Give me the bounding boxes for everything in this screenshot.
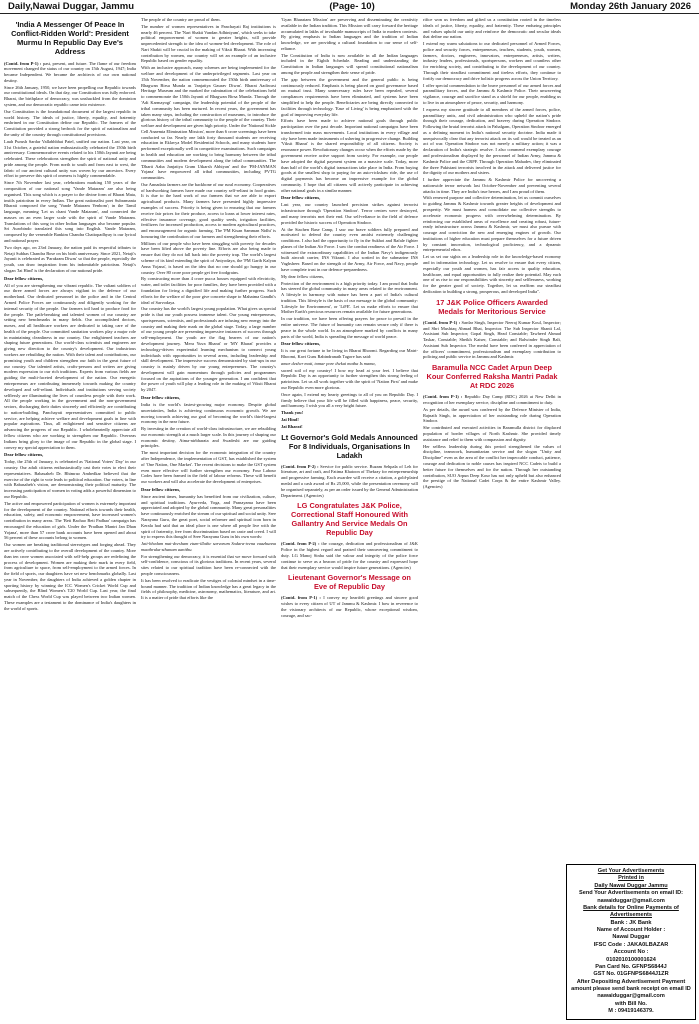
signoff: Thank you! (281, 410, 304, 416)
column-1 (4, 17, 136, 1022)
article-text: Since 7th November last year, celebrations marking 150 years of the composition of our national song 'Vande Mataram' are also being organised. This song which is a prayer to the divine form of Bharat Mata, instils patriotism in every Indian. The great nationalist poet Subramania Bharati composed the song 'Vande Mataram Yenbom'; in the Tamil language, meaning 'Let us chant Vande Mataram', and connected the masses on an even larger scale with the spirit of Vande Mataram. Translations of this song in other Indian languages also became popular. Sri Aurobindo translated this song into English. Vande Mataram, composed by the venerable Bankim Chandra Chattopadhyay is our lyrical and national prayer. (4, 180, 136, 243)
subhead: Dear fellow citizens, (281, 195, 321, 201)
article-text: Protection of the environment is a high priority today. I am proud that India has steered the global community in many areas related to the environment. A lifestyle in harmony with nature has been a part of India's cultural tradition. This lifestyle is the basis of our message to the global community: 'Lifestyle for Environment', or 'LiFE'. Let us make efforts to ensure that Mother Earth's precious resources remain available for future generations. (281, 280, 418, 315)
article-text: The gap between the government and the general public is being continuously reduced. Emphasis is being placed on good governance based on mutual trust. Many unnecessary rules have been repealed, several compliances requirements have been eliminated, and systems have been simplified to help the people. Beneficiaries are being directly connected to facilities through technology. 'Ease of Living' is being emphasized with the goal of improving everyday life. (281, 76, 418, 117)
article-text: Our women are breaking traditional stereotypes and forging ahead. They are actively contributing to the overall development of the country. More than ten crore women associated with self-help groups are redefining the process of development. Women are making their mark in every field, from agriculture to space, from self-employment to the armed forces. In the field of sports, our daughters have set new benchmarks globally. Last year in November, the daughters of India achieved a golden chapter in sporting history by winning the ICC Women's Cricket World Cup and subsequently, the Blind Women's T20 World Cup. Last year, the final match of the Chess World Cup was played between two Indian women. These examples are a testament to the dominance of India's daughters in the world of sports. (4, 542, 136, 611)
page-header (0, 0, 699, 14)
article-text: Her selfless leadership during this period strengthened the values of discipline, teamwork, humanitarian service and the slogan "Unity and Discipline" even as the area of the conflict her impeccable conduct, patience, courage and dedication to noble causes has inspired NCC Cadets to build a better future for themselves and for the nation. Through her outstanding contribution, SUO Arpun Deep Kour has not only upheld but also enhanced the prestige of the National Cadet Corps & the entire Kashmir Valley. (Agencies) (423, 443, 561, 490)
article-text: (Contd. from P-2) : Service for public service. Buzam Sehpala of Leh for literature, art and craft, and Fatima Khatoon of Thekray for entrepreneurship and progressive farming. Each awardee will receive a citation, a gold-plated medal and a cash award of Rs 25,000, while the presentation ceremony will be organised separately, as per an order issued by the General Administration Department. (Agencies) (281, 463, 418, 498)
subhead: Dear fellow citizens, (4, 452, 44, 458)
article-text: Since 26th January, 1950, we have been propelling our Republic towards our constitutional ideals. On that day, our Constitution was fully enforced. Bharat, the birthplace of democracy, was unshackled from the dominion system, and our democratic republic came into existence. (4, 84, 136, 108)
article-text: (Contd. from P-2) : the courage, dedication and professionalism of J&K Police in the highest regard and praised their unwavering commitment to duty. LG Manoj Sinha said the valour and integrity of the police force continue to serve as a beacon of pride for the country and expressed hope that their exemplary service would inspire future generations. (Agencies) (281, 541, 418, 570)
headline: Baramulla NCC Cadet Arpun Deep Kour Conferred Raksha Mantri Padak At RDC 2026 (426, 363, 558, 391)
headline: LG Congratulates J&K Police, Correctional Staff Honoured With Gallantry And Service Medals On Republic Day (291, 501, 408, 538)
article-text: The number of women representatives in Panchayati Raj institutions is nearly 46 percent. The 'Nari Shakti Vandan Adhiniyam', which seeks to take political empowerment of women to greater heights, will provide unprecedented strength to the idea of women-led development. The role of Nari Shakti will be crucial in the making of Viksit Bharat. With increasing contribution by women, our country will set an example of an inclusive Republic based on gender equality. (141, 23, 276, 64)
article-text: I extend my warm salutations to our dedicated personnel of Armed Forces, police and security forces, entrepreneurs, teachers, students, youth, women, farmers, doctors, engineers, innovators, entrepreneurs, artists, writers, industry leaders, professionals, sportspersons, workers and countless other for enriching society, and contributing to the development of our country. Through their steadfast commitment and tireless efforts, they continue to fortify our democracy and drive holistic progress across the Union Territory. (423, 41, 561, 81)
article-text: I offer special commendation to the brave personnel of our armed forces and paramilitary forces, and the Jammu & Kashmir Police. Their unwavering vigilance, courage and sacrifice stand as a shield for our people, enabling us to live in an atmosphere of peace, security, and harmony. (423, 82, 561, 105)
signoff: Jai Bharat! (281, 423, 303, 429)
article-text: (Contd. from P-1) : I convey my heartfelt greetings and sincere good wishes to every citizen of UT of Jammu & Kashmir. I bow in reverence to the visionary architects of our Republic, whose exceptional wisdom, courage, and sac- (281, 595, 418, 618)
article-text: Our country has the world's largest young population. What gives us special pride is that our youth possess immense talent. Our young entrepreneurs, sportspersons, scientists, and professionals are infusing new energy into the country and making their mark on the global stage. Today, a large number of our young people are presenting impressive instances of success through self-employment. Our youth are the flag bearers of our nation's development journey. 'Mera Yuva Bharat' or 'MY Bharat' provides a technology-driven experiential learning mechanism to connect young individuals with opportunities in several areas, including leadership and skill development. The impressive success demonstrated by start-ups in our country is mainly driven by our young entrepreneurs. The country's development will gain momentum through policies and programmes focused on the aspirations of the younger generation. I am confident that the power of youth will play a leading role in the making of Viksit Bharat by 2047. (141, 306, 276, 393)
column-3 (281, 17, 418, 1022)
article-text: By investing in the creation of world-class infrastructure, we are rebuilding our economic strength at a much larger scale. In this journey of shaping our economic destiny, Atma-nirbharata and Swadeshi are our guiding principles. (141, 426, 276, 449)
article-text: By constructing more than 4 crore pucca houses equipped with electricity, water, and toilet facilities for poor families, they have been provided with a foundation for living a dignified life and making further progress. Such efforts for the welfare of the poor give concrete shape to Mahatma Gandhi's ideal of Sarvodaya. (141, 276, 276, 305)
article-text: (Contd. from P-1) : Sardar Singh, Inspector Neeraj Kumar Koul, Inspector; and Shri Mushtaq Ahmad Bhat, Inspector. The Sub Inspector Shanti Lal, Assistant Sub Inspector; Gopal Singh, Head Constable; Tawheed Ahmad Taskar, Constable; Sheikh Kaiser, Constable; and Balwinder Singh Bali, Assistant Sub Inspector. The medal have been conferred in appreciation of the officers' commitment, professionalism and exemplary contribution to policing and public service in Jammu and Kashmir. (423, 319, 561, 360)
subhead: Dear fellow citizens, (141, 486, 181, 492)
article-text: As per details, the award was conferred by the Defence Minister of India, Rajnath Singh, in appreciation of her outstanding role during Operation Sindoor. (423, 406, 561, 424)
column-4 (423, 17, 561, 1022)
article-text: It has been resolved to eradicate the vestiges of colonial mindset in a time-bound manner. The tradition of Indian knowledge has a great legacy in the fields of philosophy, medicine, astronomy, mathematics, literature, and art. It is a matter of pride that efforts like the (141, 577, 276, 601)
article-text: rifice won us freedom and gifted us a constitution rooted in the timeless ideals of justice, liberty, equality, and fraternity. These enduring principles and values uphold our unity and reinforce the democratic and secular ideals that define our nation. (423, 17, 561, 40)
subhead: Dear fellow citizens, (4, 275, 44, 281)
article-text: With an inclusive approach, many schemes are being implemented for the welfare and development of the underprivileged segments. Last year on 15th November, the nation commemorated the 150th birth anniversary of Bhagwan Birsa Munda as 'Janjatiya Gaurav Diwas'. Bharat Aadiwasi Heritage Museum and the marked the culmination of the celebrations held to commemorate the 150th Jayanti of Bhagwan Birsa Munda. Through the 'Adi Karmayogi' campaign, the leadership potential of the people of the tribal community has been nurtured. In recent years, the government has taken many steps, including the construction of museums, to introduce the glorious history of the tribal community to the people of the country. Their welfare and development are given high priority. Under the 'National Sickle Cell Anaemia Elimination Mission', more than 6 crore screenings have been conducted so far. Nearly one lakh forty thousand students are receiving education in Eklavya Model Residential Schools, and many students have performed exceptionally well in competitive examinations. Such campaigns in health and education are working to bring harmony between the tribal communities and modern development along the tribal communities. The 'Dharti Aaba Janjatiya Gram Utkarsh Abhiyan' and the 'PM-JANMAN Yojana' have empowered all tribal communities, including PVTG communities. (141, 65, 276, 181)
page-number: (Page- 10) (329, 1, 375, 12)
masthead: Daily,Nawai Duggar, Jammu (8, 1, 135, 12)
headline: Lt Governor's Gold Medals Announced For 8 Individuals, Organisations In Ladakh (281, 432, 418, 460)
article-text: All of you are strengthening our vibrant republic. The valiant soldiers of our three armed forces are always vigilant in the defence of our motherland. Our dedicated personnel in the police and in the Central Armed Police Forces are continuously and diligently working for the internal security of the people. Our farmers toil hard to produce food for the people. The path-breaking and talented women of our country are setting new benchmarks in many fields. Our accomplished doctors, nurses, and all healthcare workers are dedicated to taking care of the health of the people. Our committed sanitation workers play a major role in maintaining cleanliness in our country. Our enlightened teachers are shaping future generations. Our world-class scientists and engineers are giving new direction to the country's development. Our industrious workers are rebuilding the nation. With their talent and contributions, our promising youth and children strengthen our faith in the great future of our country. Our talented artists, crafts-persons and writers are giving modern expression to our rich traditions. Experts from various fields are guiding the multi-faceted development of the nation. Our energetic entrepreneurs are contributing immensely towards making the country developed and self-reliant. Individuals and institutions serving society selflessly are illuminating the lives of countless people with their work. All the people working in the government and the non-government sectors, discharging their duties sincerely and efficiently are contributing to nation-building. Panchayati representatives committed to public service, are helping achieve welfare and development goals in line with popular aspirations. Thus, all enlightened and sensitive citizens are advancing the progress of our Republic. I wholeheartedly appreciate all fellow citizens who are working to strengthen our Republic. Overseas Indians bring glory to the image of our Republic in the global stage. I convey my special appreciation to them. (4, 282, 136, 450)
quote: Jati-bhedam mat-dvesham etum-illathe sarvarum Sodara-tvena vaazhunna maathruka-sthanam aanithu. (141, 541, 276, 552)
signoff: Jai Hind! (281, 416, 299, 422)
article-text: It is our great fortune to be living in Bharat Bhoomi. Regarding our Matri-Bhoomi, Kavi Guru Rabindranath Tagore has said: (281, 348, 418, 360)
article-text: Lauh Purush Sardar Vallabhbhai Patel, unified our nation. Last year, on 31st October, a grateful nation enthusiastically celebrated the 150th birth anniversary. Commemorative events related to his 150th Jayanti are being celebrated. These celebrations strengthen the spirit of national unity and pride among the people. From north to south and from east to west, the fabric of our ancient cultural unity was woven by our ancestors. Every effort to preserve this spirit of oneness is highly commendable. (4, 138, 136, 179)
article-text: I further appreciate the Jammu & Kashmir Police for uncovering a nationwide terror network last October-November and preventing several attacks in time. They are India's true heroes, and I am proud of them. (423, 177, 561, 194)
article-text: For strengthening our democracy, it is essential that we move forward with self-confidence, conscious of its glorious traditions. In recent years, several sites related to our spiritual tradition have been re-connected with the people consciousness. (141, 553, 276, 577)
article-text: She contributed and executed activities in Baramulla district for displaced population of border villages of North Kashmir. She provided timely assistance and relief to them with compassion and dignity. (423, 425, 561, 442)
column-5 (566, 17, 696, 1022)
article-text: (Contd. from P-1) : Republic Day Camp (RDC) 2026 at New Delhi in recognition of her exemplary service, discipline and commitment to duty. (423, 394, 561, 406)
subhead: Dear fellow citizens, (141, 395, 181, 400)
article-text: India is the world's fastest-growing major economy. Despite global uncertainties, India is achieving continuous economic growth. We are moving towards achieving our goal of becoming the world's third-largest economy in the near future. (141, 401, 276, 425)
column-2 (141, 17, 276, 1022)
advertisement-box: Get Your Advertisements Printed in Daily Nawai Duggar Jammu Send Your Advertisements on email ID: nawaiduggar@gmail.com Bank details for Online Payments of Advertisements Bank : JK Bank Name of Account Holder : Nawai Duggar IFSC Code : JAKA0LBAZAR Account No : 0102010100001624 Pan Card No. GFNPS6844J GST No. 01GFNPS6844J1ZR After Depositing Advertisement Payment amount please send bank receipt on email ID nawaiduggar@gmail.com with Bill No. M : 09419146379. (566, 864, 696, 1020)
article-text: Two days ago, on 23rd January, the nation paid its respectful tributes to Netaji Subhas Chandra Bose on his birth anniversary. Since 2021, Netaji's Jayanti is celebrated as 'Parakram Diwas' so that the people, especially the youth, can draw inspiration from his indomitable patriotism. Netaji's slogan 'Jai Hind' is the declaration of our national pride. (4, 244, 136, 273)
date-line: Monday 26th January 2026 (570, 1, 691, 12)
article-text: Today, the 25th of January, is celebrated as 'National Voters' Day' in our country. Our adult citizens enthusiastically cast their votes to elect their representatives. Babasaheb Dr. Bhimrao Ambedkar believed that the exercise of the right to vote leads to political education. Our voters, in line with Babasaheb's vision, are demonstrating their political maturity. The increasing participation of women in voting adds a powerful dimension to our Republic. (4, 459, 136, 499)
article-text: Millions of our people who have been struggling with poverty for decades have been lifted above the poverty line. Efforts are also being made to ensure that they do not fall back into the poverty trap. The world's largest scheme of its kind extending the spirit of Antyodaya, the 'PM Garib Kalyan Anna Yojana', is based on the idea that no one should go hungry in our country. Over 80 crore poor people get free foodgrains. (141, 240, 276, 275)
article-text: The Constitution of India is now available in all the Indian languages included in the Eighth Schedule. Reading and understanding the Constitution in Indian languages will spread constitutional nationalism among the people and strengthen their sense of pride. (281, 52, 418, 76)
article-text: The active and empowered participation of women is extremely important for the development of the country. National efforts towards their health, education, safety, and economic empowerment, have increased women's contribution in many areas. The 'Beti Bachao Beti Padhao' campaign has encouraged the education of girls. Under the 'Pradhan Mantri Jan Dhan Yojana', more than 57 crore bank accounts have been opened and about 56 percent of these accounts belong to women. (4, 500, 136, 541)
quote: amar desher mati, tomar pore thekai matha Is mama, (281, 360, 376, 366)
article-text: At the Siachen Base Camp, I saw our brave soldiers fully prepared and motivated to defend the country even amidst extremely challenging conditions. I also had the opportunity to fly in the Sukhoi and Rafale fighter planes of the Indian Air Force. I saw the combat readiness of the Air Force. I witnessed the extraordinary capabilities of the Indian Navy's indigenously built aircraft carrier, INS Vikrant. I also sortied in the submarine INS Vaghsheer. Based on the strength of the Army, Air Force, and Navy, people have complete trust in our defence-preparedness. (281, 226, 418, 272)
article-text: The most important decision for the economic integration of the country after Independence, the implementation of GST, has established the system of 'One Nation, One Market'. The recent decisions to make the GST system even more effective will further strengthen our economy. Four Labour Codes have been framed in the field of labour reforms. These will benefit our workers and will also accelerate the development of enterprises. (141, 450, 276, 485)
article-text: Our Constitution is the foundational document of the largest republic in world history. The ideals of justice, liberty, equality, and fraternity enshrined in our Constitution define our Republic. The framers of the Constitution provided a strong bedrock for the spirit of nationalism and the unity of the country through constitutional provisions. (4, 108, 136, 137)
headline: 'India A Messenger Of Peace In Conflict-Ridden World': President Murmu In Republic Day Eve's Address (11, 20, 129, 57)
headline: 17 J&K Police Officers Awarded Medals for Meritorious Service (436, 297, 548, 316)
article-text: Let us set our sights on a leadership role in the knowledge-based economy and in information technology. Let us resolve to ensure that every citizen, especially our youth and women, has fair access to quality education, healthcare, and equal opportunities to fully realize their potential. May each one of us rise to our responsibilities with sincerity and selflessness, working for the greater good of society. Together, let us reaffirm our steadfast dedication to building a strong, prosperous, and developed India". (423, 254, 561, 294)
subhead: Dear fellow citizens, (281, 341, 321, 347)
article-text: Our Annadata farmers are the backbone of our rural economy. Cooperatives of hardworking farmers have made our country self-reliant in food grains. It is due to the hard work of our farmers that we are able to export agricultural products. Many farmers have presented highly impressive examples of success. Priority is being given to ensuring that our farmers receive fair prices for their produce, access to loans at lower interest rates, effective insurance coverage, good quality seeds, irrigation facilities, fertilizers for increased production, access to modern agricultural practices, and encouragement for organic farming. The 'PM Kisan Samman Nidhi' is honouring the contribution of our farmers and strengthening their efforts. (141, 181, 276, 239)
article-text: Once again, I extend my hearty greetings to all of you on Republic Day. I firmly believe that your life will be filled with happiness, peace, security, and harmony. I wish you all a very bright future. (281, 391, 418, 409)
article-text: (Contd. from P-1) : past, present, and future. The flame of our freedom movement changed the status of our country on 15th August, 1947; India became Independent. We became the architects of our own national destiny. (4, 60, 136, 83)
article-text: Efforts have been made to achieve national goals through public participation over the past decade. Important national campaigns have been transformed into mass movements. Local institutions in every village and city have been made instruments of ushering in progressive change. Building 'Viksit Bharat' is the shared responsibility of all citizens. Society is resonance power. Revolutionary changes occur when the efforts made by the government receive active support from society. For example, our people have adopted the digital payment system on a massive scale. Today, more than half of the world's digital transactions take place in India. From buying goods at the smallest shop to paying for an auto-rickshaw ride, the use of digital payments has become an impressive example for the global community. I hope that all citizens will actively participate in achieving other national goals in a similar manner. (281, 118, 418, 193)
article-text: The people of the country are proud of them. (141, 17, 221, 22)
article-text: 'Gyan Bharatam Mission' are preserving and disseminating the creativity available in the Indian tradition. This Mission will carry forward the heritage accumulated in lakhs of invaluable manuscripts of India to modern contexts. By giving emphasis to Indian languages and the tradition of Indian knowledge, we are providing a cultural foundation to our sense of self-reliance. (281, 17, 418, 51)
article-text: Last year, our country launched precision strikes against terrorist infrastructure through 'Operation Sindoor'. Terror centres were destroyed, and many terrorists met their end. Our self-reliance in the field of defence provided the historic success of Operation Sindoor. (281, 202, 418, 225)
article-text: I express my sincere gratitude to all members of the armed forces, police, paramilitary units, and civil administration who upheld the nation's pride through their courage, dedication, and bravery during Operation Sindoor. Following the brutal terrorist attack in Pahalgam, Operation Sindoor emerged as a defining moment in India's national security doctrine. India made it unequivocally clear that any terrorist attack on its soil would be treated as an act of war. Operation Sindoor was not merely a military action; it was a declaration of India's strategic resolve. I also commend exemplary courage and professionalism displayed by the personnel of Indian Army, Jammu & Kashmir Police and the CRPF. Through Operation Mahadev, they eliminated the three Pakistani terrorists involved in the attack and delivered justice for the dignity of our mothers and sisters. (423, 106, 561, 176)
article-text: In our tradition, we have been offering prayers for peace to prevail in the entire universe. The future of humanity can remain secure only if there is peace in the whole world. In an atmosphere marked by conflicts in many parts of the world, India is spreading the message of world peace. (281, 316, 418, 339)
article-text: sacred soil of my country! I bow my head at your feet. I believe that Republic Day is an opportunity to further strengthen this strong feeling of patriotism. Let us all work together with the spirit of 'Nation First' and make our Republic even more glorious. (281, 367, 418, 391)
article-text: My dear fellow citizens, (281, 273, 325, 279)
article-text: With renewed purpose and collective determination, let us commit ourselves to guiding Jammu & Kashmir towards greater heights of development and prosperity. We must harness and consolidate our collective strengths to accelerate economic progress with overwhelming determination. By reinforcing our established areas of excellence and creating robust, future-ready infrastructure across Jammu & Kashmir, we must also pursue with courage and conviction the new and emerging engines of growth. Our institutions of higher education must prepare themselves for a future driven by constant innovation, technological proficiency, and a dynamic entrepreneurial ethos. (423, 195, 561, 253)
headline: Lieutenant Governor's Message on Eve of Republic Day (288, 573, 411, 592)
article-text: Since ancient times, humanity has benefited from our civilization, culture, and spiritual traditions. Ayurveda, Yoga, and Pranayama have been appreciated and adopted by the global community. Many great personalities have continuously enriched the stream of our spiritual and social unity. Sree Narayana Guru, the great poet, social reformer and spiritual icon born in Kerala had said that an ideal place is one where all people live with the spirit of fraternity, free from discrimination based on caste and creed. I will try to express this thought of Sree Narayana Guru in his own words: (141, 493, 276, 540)
